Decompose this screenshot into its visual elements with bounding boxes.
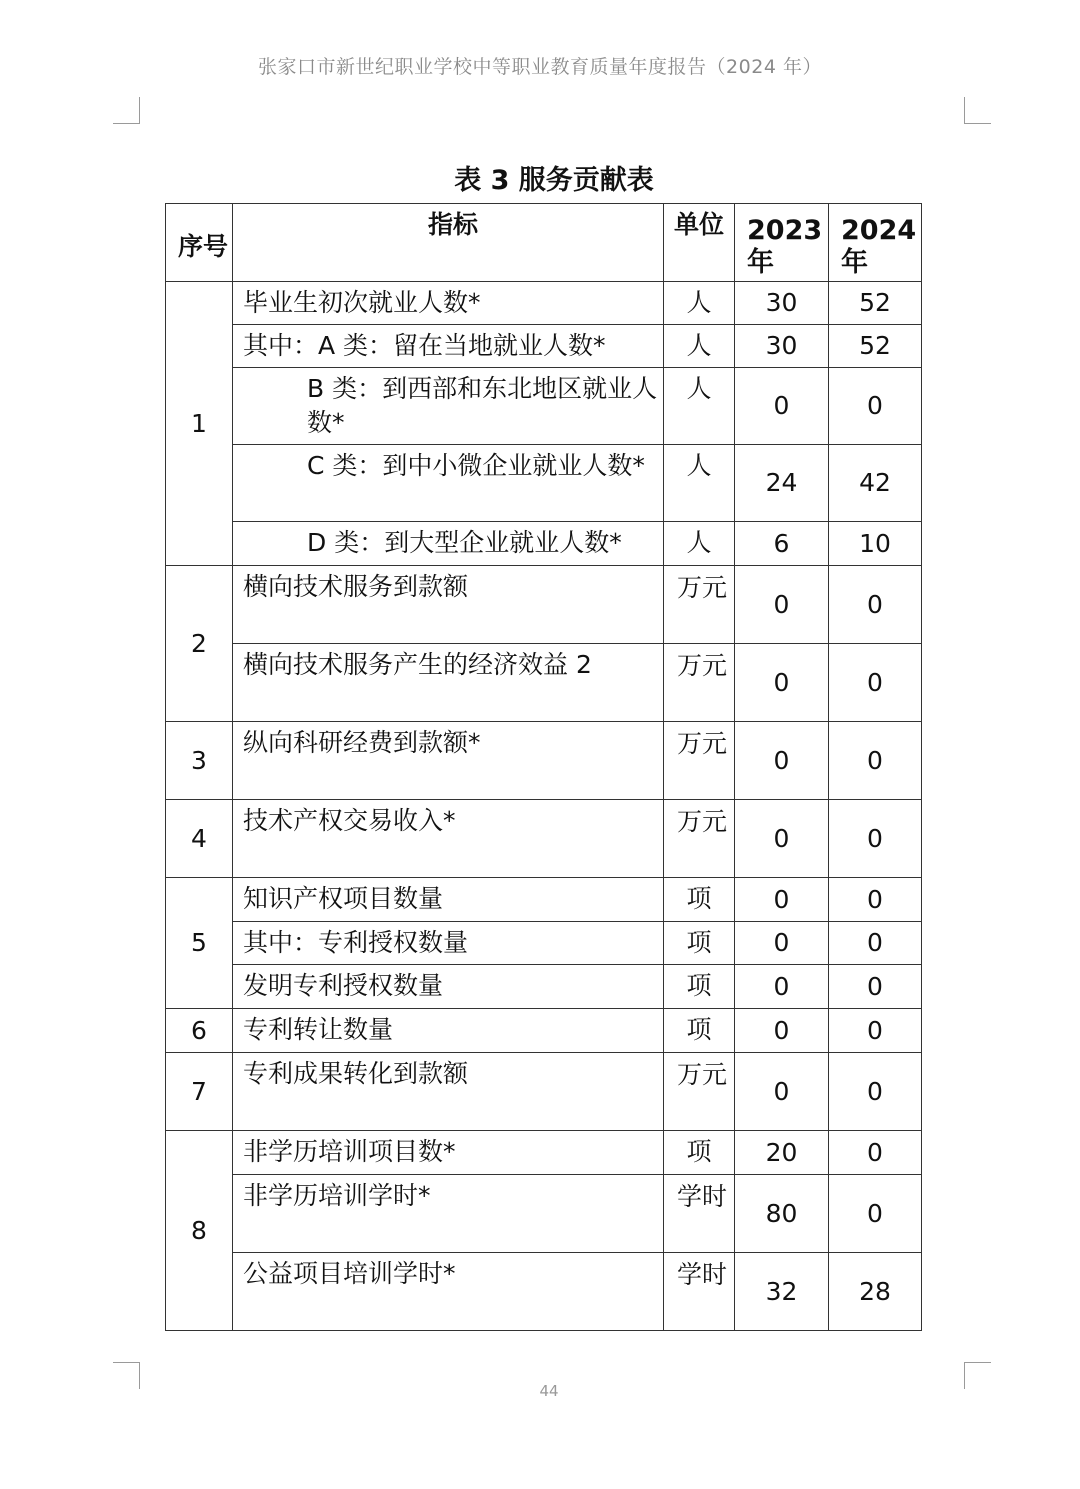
row-indicator: 非学历培训学时* [233, 1175, 664, 1253]
row-indicator: 横向技术服务产生的经济效益 2 [233, 644, 664, 722]
row-no: 5 [166, 878, 233, 1009]
row-unit: 人 [664, 368, 735, 445]
row-value-2023: 0 [735, 368, 829, 445]
row-indicator: 纵向科研经费到款额* [233, 722, 664, 800]
col-header-2024: 2024年 [829, 204, 922, 282]
table-row [166, 445, 922, 522]
row-value-2023: 0 [735, 1009, 829, 1053]
row-value-2024: 0 [829, 566, 922, 644]
row-unit: 万元 [664, 1053, 735, 1131]
col-header-unit: 单位 [664, 204, 735, 282]
row-value-2023: 32 [735, 1253, 829, 1331]
row-unit: 万元 [664, 800, 735, 878]
table-row [166, 1009, 922, 1053]
row-value-2023: 24 [735, 445, 829, 522]
row-value-2024: 10 [829, 522, 922, 566]
row-indicator: 非学历培训项目数* [233, 1131, 664, 1175]
row-value-2024: 28 [829, 1253, 922, 1331]
table-row [166, 282, 922, 325]
row-value-2024: 0 [829, 922, 922, 965]
table-row [166, 1175, 922, 1253]
row-indicator: B 类：到西部和东北地区就业人数* [233, 368, 664, 445]
col-header-no: 序号 [166, 204, 233, 282]
row-unit: 项 [664, 965, 735, 1009]
table-row [166, 1131, 922, 1175]
row-unit: 学时 [664, 1253, 735, 1331]
row-indicator: 专利转让数量 [233, 1009, 664, 1053]
row-value-2023: 0 [735, 922, 829, 965]
row-no: 1 [166, 282, 233, 566]
row-value-2023: 0 [735, 1053, 829, 1131]
row-value-2023: 0 [735, 965, 829, 1009]
row-unit: 人 [664, 282, 735, 325]
row-indicator: 横向技术服务到款额 [233, 566, 664, 644]
row-value-2024: 0 [829, 965, 922, 1009]
row-unit: 学时 [664, 1175, 735, 1253]
table-row [166, 325, 922, 368]
row-unit: 人 [664, 325, 735, 368]
running-header: 张家口市新世纪职业学校中等职业教育质量年度报告（2024 年） [258, 56, 822, 78]
page-number: 44 [539, 1382, 559, 1400]
row-unit: 万元 [664, 566, 735, 644]
row-value-2024: 52 [829, 282, 922, 325]
row-no: 6 [166, 1009, 233, 1053]
row-value-2023: 20 [735, 1131, 829, 1175]
row-no: 8 [166, 1131, 233, 1331]
table-row [166, 368, 922, 445]
row-unit: 项 [664, 878, 735, 922]
table-row [166, 722, 922, 800]
row-indicator: C 类：到中小微企业就业人数* [233, 445, 664, 522]
row-indicator: 发明专利授权数量 [233, 965, 664, 1009]
row-indicator: 其中：A 类：留在当地就业人数* [233, 325, 664, 368]
row-value-2024: 0 [829, 1175, 922, 1253]
row-no: 7 [166, 1053, 233, 1131]
row-unit: 人 [664, 522, 735, 566]
row-indicator: 知识产权项目数量 [233, 878, 664, 922]
table-row [166, 878, 922, 922]
row-value-2024: 0 [829, 1009, 922, 1053]
col-header-2023: 2023年 [735, 204, 829, 282]
row-value-2024: 0 [829, 800, 922, 878]
table-row [166, 522, 922, 566]
row-value-2024: 42 [829, 445, 922, 522]
row-value-2024: 0 [829, 722, 922, 800]
row-indicator: 公益项目培训学时* [233, 1253, 664, 1331]
row-value-2024: 0 [829, 644, 922, 722]
row-value-2023: 6 [735, 522, 829, 566]
row-value-2023: 0 [735, 800, 829, 878]
row-indicator: D 类：到大型企业就业人数* [233, 522, 664, 566]
row-value-2024: 0 [829, 368, 922, 445]
table-header-row [166, 204, 922, 282]
row-value-2024: 0 [829, 878, 922, 922]
table-row [166, 1253, 922, 1331]
crop-mark-top-left [113, 97, 140, 124]
table-row [166, 644, 922, 722]
row-value-2023: 0 [735, 722, 829, 800]
row-indicator: 技术产权交易收入* [233, 800, 664, 878]
row-value-2023: 0 [735, 644, 829, 722]
table-row [166, 965, 922, 1009]
row-unit: 万元 [664, 722, 735, 800]
row-value-2023: 0 [735, 878, 829, 922]
row-unit: 项 [664, 1131, 735, 1175]
row-value-2023: 30 [735, 325, 829, 368]
col-header-indicator: 指标 [233, 204, 664, 282]
row-indicator: 毕业生初次就业人数* [233, 282, 664, 325]
row-unit: 人 [664, 445, 735, 522]
table-row [166, 1053, 922, 1131]
row-no: 4 [166, 800, 233, 878]
crop-mark-top-right [964, 97, 991, 124]
service-contribution-table [165, 203, 922, 1331]
row-unit: 万元 [664, 644, 735, 722]
row-value-2023: 80 [735, 1175, 829, 1253]
row-value-2024: 0 [829, 1131, 922, 1175]
row-value-2024: 0 [829, 1053, 922, 1131]
table-row [166, 566, 922, 644]
row-unit: 项 [664, 922, 735, 965]
table-row [166, 922, 922, 965]
table-title: 表 3 服务贡献表 [454, 165, 654, 196]
row-value-2023: 30 [735, 282, 829, 325]
row-unit: 项 [664, 1009, 735, 1053]
table-row [166, 800, 922, 878]
row-indicator: 其中：专利授权数量 [233, 922, 664, 965]
row-indicator: 专利成果转化到款额 [233, 1053, 664, 1131]
row-value-2023: 0 [735, 566, 829, 644]
row-value-2024: 52 [829, 325, 922, 368]
row-no: 2 [166, 566, 233, 722]
row-no: 3 [166, 722, 233, 800]
